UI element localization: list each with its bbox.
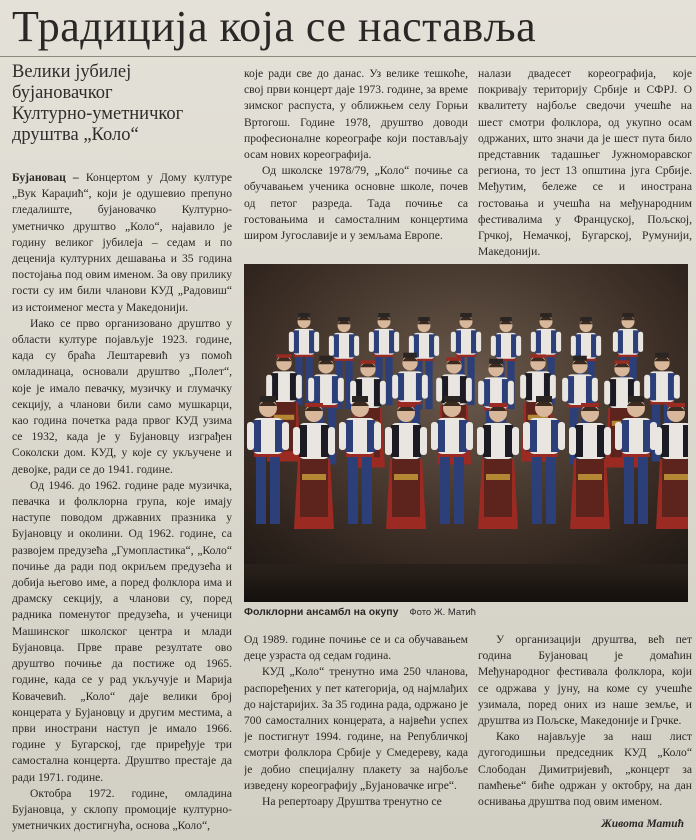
article-column-4 (244, 632, 468, 838)
paragraph: КУД „Коло“ тренутно има 250 чланова, распоређених у пет категорија, од најмлађих до најстаријих. За 35 година рада, одржано је 700 самосталних концерата, а највећи успех је постигнут 1994. године, на Републичкој смотри фолклора Србије у Смедереву, када је добио специјалну плакету за најбоље изведену кореографију „Бујановачке игре“. (244, 665, 468, 792)
paragraph: Од 1946. до 1962. године раде музичка, певачка и фолклорна група, које имају наступе поводом државних празника у Бујановцу и околини. Од 1962. године, са развојем предузећа „Гумопластика“, „Коло“ почиње да ради под окриљем предузећа и добија његово име, а поред фолклора има и драмску секцију, а чланови су, поред радника поменутог предузећа, и ученици Машинског школског центра и млади Бујановца. Прве праве резултате ово друштво почиње да постиже од 1965. године, када се у рад укључује и Марија Ковачевић. „Коло“ даје велики број концерата у Бујановцу и другим местима, а први инострани наступ је имало 1966. године у Бугарској, где приређује три самостална концерта. Друштво престаје да ради 1971. године. (12, 478, 232, 784)
paragraph: На репертоару Друштва тренутно се (262, 795, 442, 809)
photo-credit: Фото Ж. Матић (409, 607, 476, 618)
paragraph: Како најављује за наш лист дугогодишњи председник КУД „Коло“ Слободан Димитријевић, „концерт за памћење“ биће одржан у октобру, на дан оснивања друштва под овим именом. (478, 730, 692, 809)
subhead-line: Велики јубилеј (12, 62, 132, 82)
paragraph: Иако се прво организовано друштво у области културе појављује 1923. године, када су браћа Лештаревић уз помоћ омладинаца, основали друштво „Полет“, које је имало певачку, музичку и глумачку секцију, а чланови били само мушкарци, као година почетка рада првог КУД узима се 1932, када је у Бујановцу изграђен Соколски дом. КУД, у које су укључене и девојке, ради се до 1941. године. (12, 316, 232, 476)
paragraph: које ради све до данас. Уз велике тешкоће, свој први концерт даје 1973. године, за време зимског распуста, у оближњем селу Горњи Вртогош. Године 1978, друштво доводи професионалне кореографе који постављају осам нових кореографија. (244, 67, 468, 162)
headline-rule (0, 56, 696, 57)
subhead-line: друштва „Коло“ (12, 125, 139, 145)
paragraph: Од 1989. године почиње се и са обучавањем деце узраста од седам година. (244, 633, 468, 663)
dateline: Бујановац – (12, 171, 79, 184)
paragraph-lead (12, 170, 232, 316)
folklore-ensemble-image (244, 264, 688, 602)
author-byline: Живота Матић (601, 818, 684, 830)
article-subhead (12, 62, 232, 146)
article-column-3 (478, 66, 692, 262)
article-headline: Традиција која се наставља (12, 2, 537, 51)
photo-caption-row (244, 604, 688, 620)
paragraph: У организацији друштва, већ пет година Бујановац је домаћин Међународног фестивала фолклора, који се одржава у јуну, на коме су учешће узимала, поред оних из наше земље, и друштва из Пољске, Македоније и Грчке. (478, 633, 692, 728)
paragraph: Од школске 1978/79, „Коло“ почиње са обучавањем ученика основне школе, почев од петог разреда. Тада почиње са гостовањима и самосталним концертима широм Југославије и у земљама Европе. (244, 164, 468, 243)
article-column-2 (244, 66, 468, 262)
paragraph: Октобра 1972. године, омладина Бујановца, у склопу промоције културно-уметничких достигнућа, основа „Коло“, (12, 786, 232, 833)
ensemble-photo (244, 264, 688, 602)
photo-caption: Фолклорни ансамбл на окупу (244, 606, 399, 618)
paragraph: налази двадесет кореографија, које покривају територију Србије и СФРЈ. О квалитету најбоље сведочи учешће на шест смотри фолклора, од укупно осам одржаних, што значи да је шест пута било представник тадашњег Јужноморавског региона, то јест 13 општина југа Србије. Међутим, бележе се и инострана гостовања и учешћа на међународним фестивалима у Француској, Пољској, Грчкој, Немачкој, Бугарској, Румунији, Македонији. (478, 67, 692, 259)
subhead-line: бујановачког (12, 83, 113, 103)
article-column-1 (12, 170, 232, 838)
lead-text: Концертом у Дому културе „Вук Караџић“, који је одушевио препуно гледалиште, бујановачко Културно-уметничко друштво „Коло“, најавило је годину великог јубилеја – седам и по деценија културних дешавања и 35 година постојања под овим именом. За ову прилику гости су им били чланови КУД „Радовиш“ из истоименог места у Македонији. (12, 171, 232, 314)
article-column-5 (478, 632, 692, 838)
subhead-line: Културно-уметничког (12, 104, 184, 124)
